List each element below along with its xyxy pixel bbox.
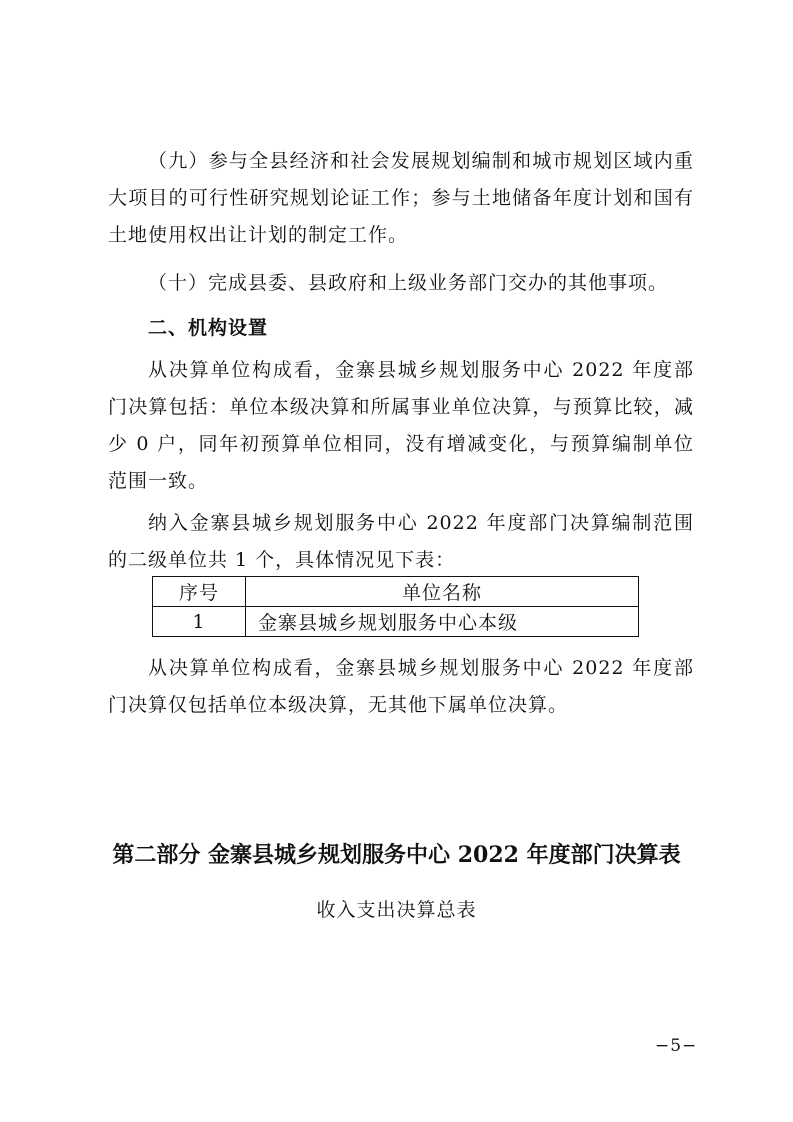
org-paragraph-2: 纳入金寨县城乡规划服务中心 2022 年度部门决算编制范围的二级单位共 1 个，具体情况见下表： [108, 512, 694, 571]
org-paragraph-1: 从决算单位构成看，金寨县城乡规划服务中心 2022 年度部门决算包括：单位本级决算和所属事业单位决算，与预算比较，减少 0 户，同年初预算单位相同，没有增减变化，与预算编制单位范围一致。 [108, 359, 694, 492]
table-header-unit-name: 单位名称 [246, 577, 639, 607]
table-header-row [153, 577, 639, 607]
unit-table [152, 576, 639, 637]
paragraph-item-10: （十）完成县委、县政府和上级业务部门交办的其他事项。 [148, 272, 669, 294]
paragraph-item-9: （九）参与全县经济和社会发展规划编制和城市规划区域内重大项目的可行性研究规划论证工作；参与土地储备年度计划和国有土地使用权出让计划的制定工作。 [108, 150, 694, 246]
org-paragraph-3: 从决算单位构成看，金寨县城乡规划服务中心 2022 年度部门决算仅包括单位本级决算，无其他下属单位决算。 [108, 657, 694, 716]
page-number: −5− [655, 1036, 698, 1056]
section-heading-org: 二、机构设置 [148, 317, 269, 339]
part-two-title: 第二部分 金寨县城乡规划服务中心 2022 年度部门决算表 [112, 842, 681, 868]
table-cell-unit-name: 金寨县城乡规划服务中心本级 [246, 607, 639, 637]
table-subtitle: 收入支出决算总表 [316, 899, 477, 921]
table-cell-index: 1 [153, 607, 246, 637]
table-row [153, 607, 639, 637]
table-header-index: 序号 [153, 577, 246, 607]
